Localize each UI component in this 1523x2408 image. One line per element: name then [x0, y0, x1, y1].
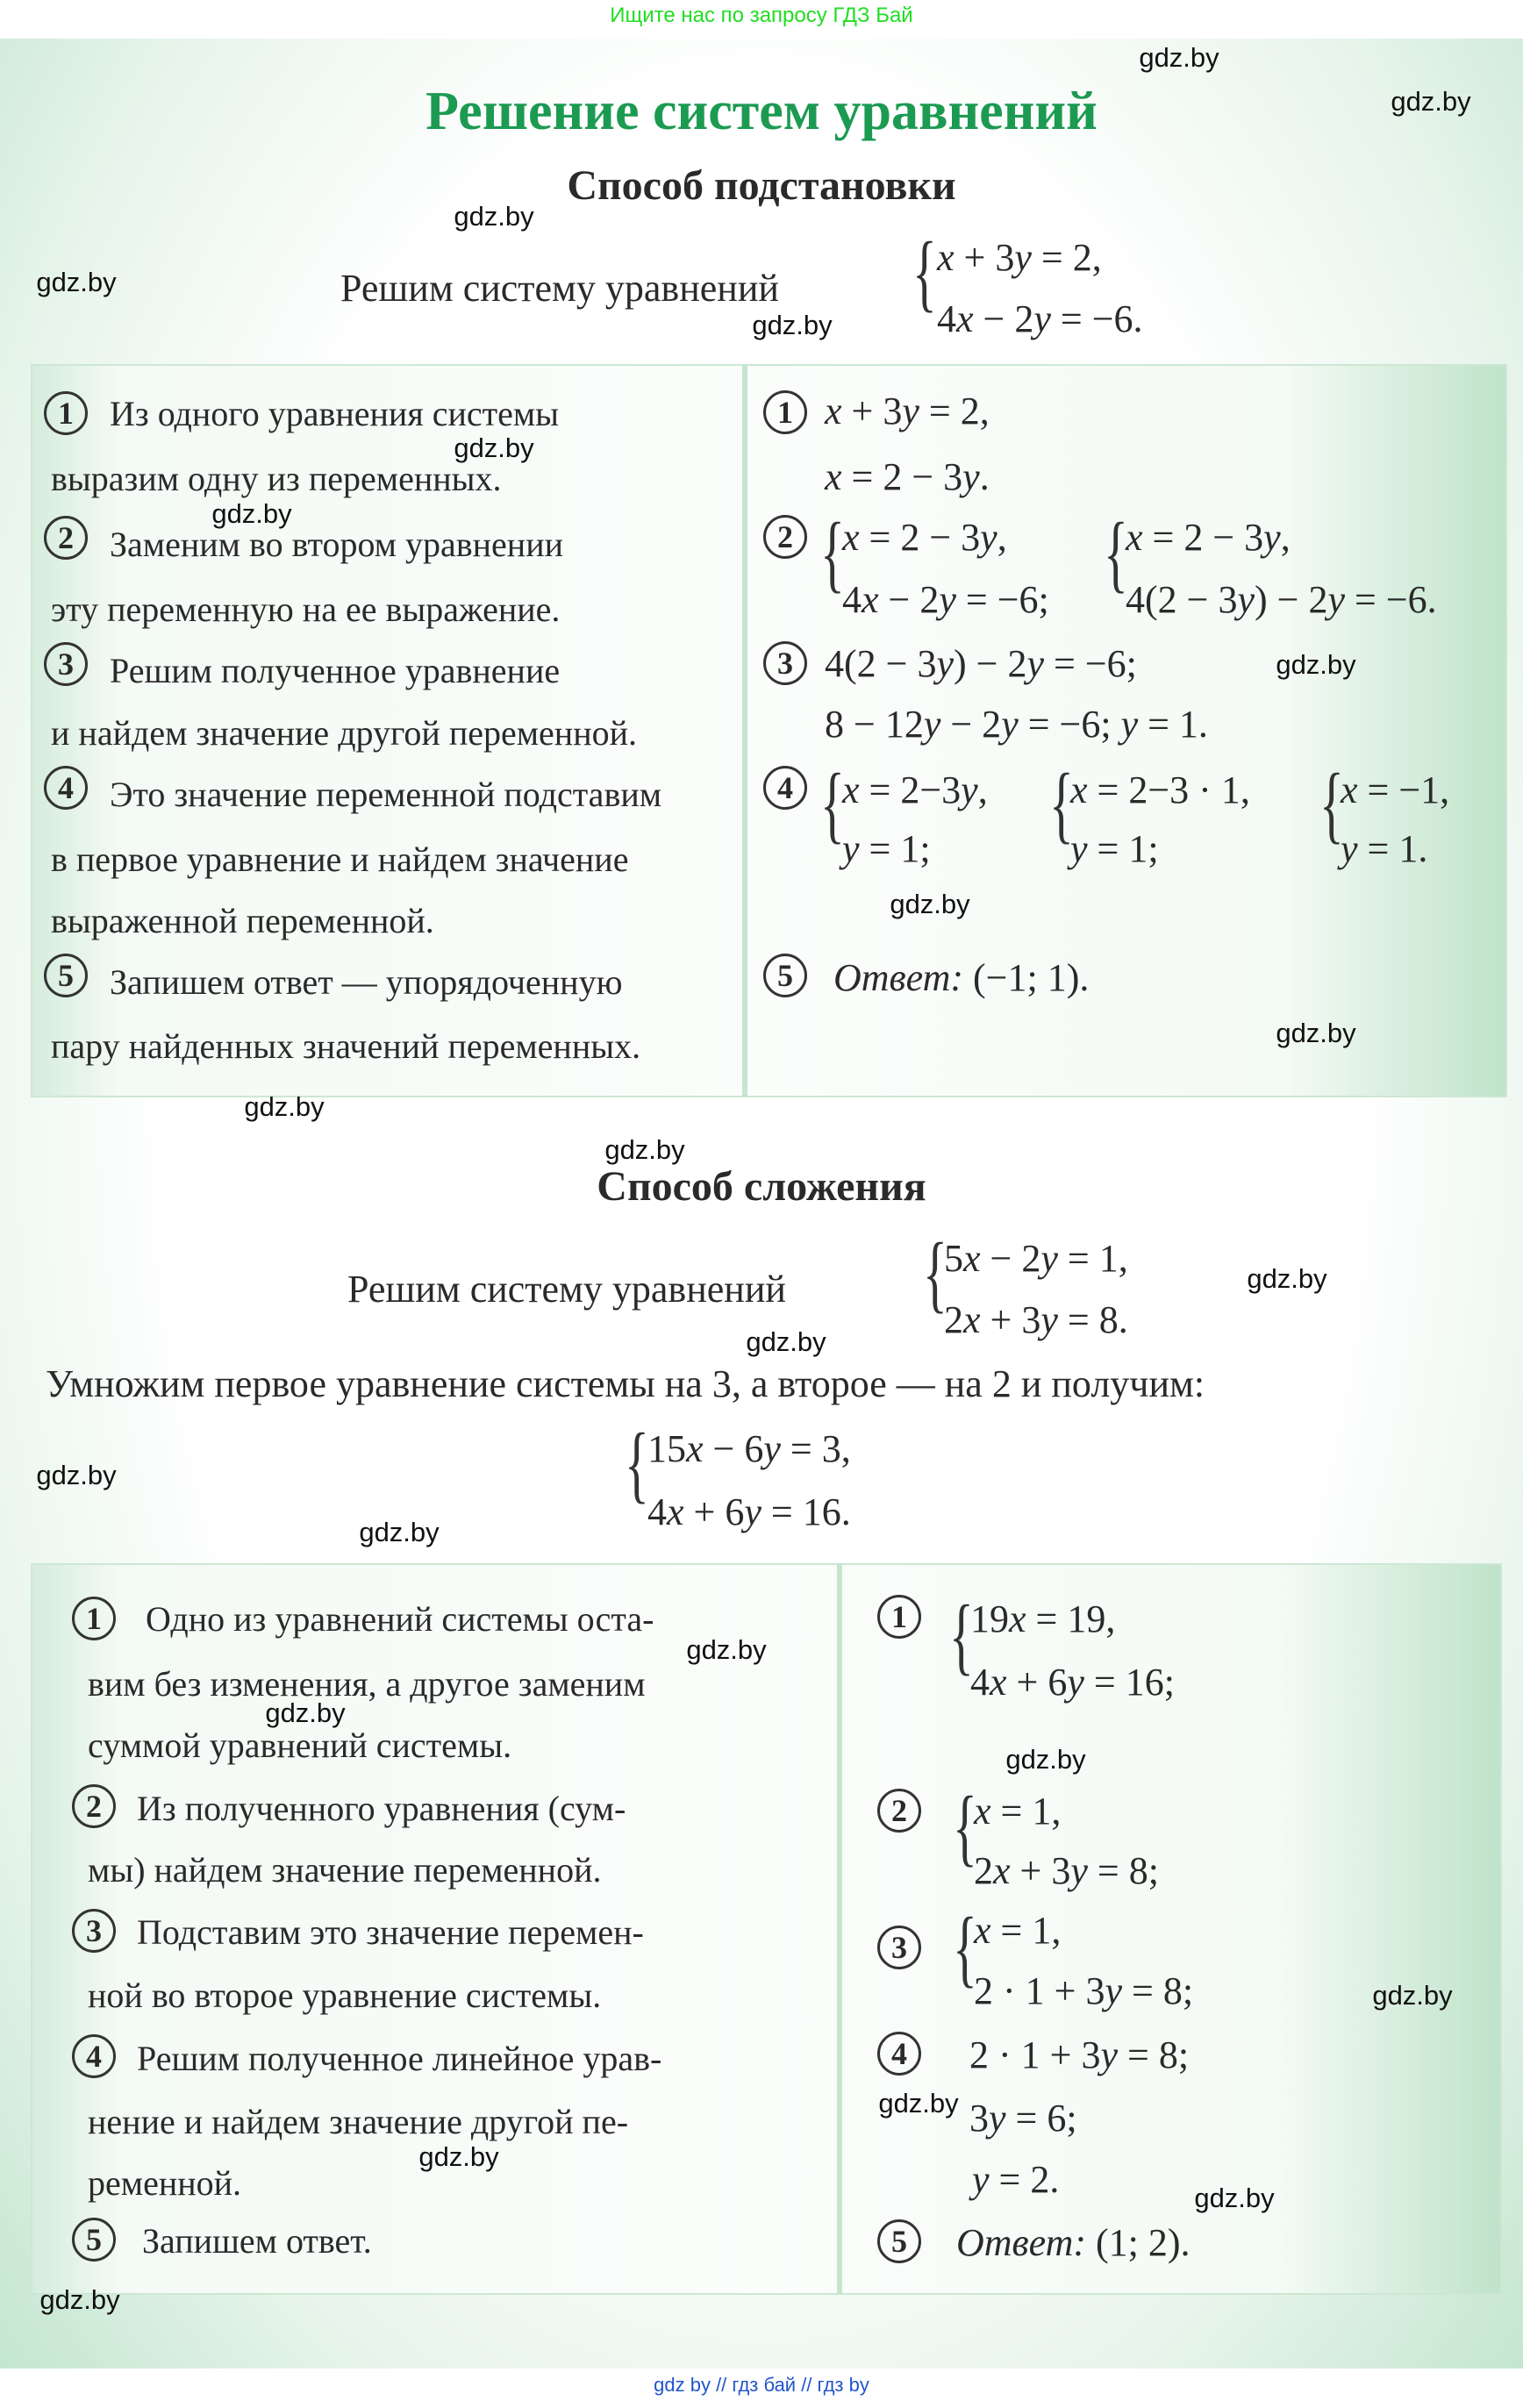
step-text: Запишем ответ — упорядоченную	[110, 962, 623, 1002]
step-text: пару найденных значений переменных.	[51, 1026, 641, 1066]
brace-icon: {	[1049, 755, 1074, 853]
step-text: и найдем значение другой переменной.	[51, 713, 638, 753]
solution-line: x = 2 − 3y.	[825, 455, 990, 498]
step-number: 1	[72, 1597, 116, 1640]
step-number: 3	[44, 642, 88, 686]
panel-divider	[837, 1563, 842, 2295]
step-number: 4	[72, 2034, 116, 2078]
search-banner: Ищите нас по запросу ГДЗ Бай	[610, 4, 913, 27]
watermark: gdz.by	[604, 1134, 685, 1165]
brace-icon: {	[820, 504, 845, 602]
watermark: gdz.by	[890, 889, 970, 919]
system-eq: 2x + 3y = 8.	[944, 1298, 1128, 1341]
system-eq: 15x − 6y = 3,	[647, 1427, 851, 1470]
watermark: gdz.by	[1005, 1744, 1086, 1775]
panel-divider	[742, 364, 747, 1097]
step-number: 2	[72, 1784, 116, 1828]
step-number: 2	[763, 515, 807, 559]
watermark: gdz.by	[359, 1517, 440, 1547]
step-text: Одно из уравнений системы оста-	[146, 1599, 654, 1639]
step-number: 5	[72, 2218, 116, 2262]
solution-line: y = 1;	[1070, 827, 1159, 870]
step-text: Из полученного уравнения (сум-	[137, 1789, 626, 1828]
multiply-instruction: Умножим первое уравнение системы на 3, а второе — на 2 и получим:	[46, 1362, 1205, 1405]
solution-line: x = 2 − 3y,	[842, 516, 1007, 559]
answer-label: Ответ:	[833, 956, 964, 999]
watermark: gdz.by	[265, 1697, 346, 1728]
solution-line: 4(2 − 3y) − 2y = −6;	[825, 642, 1137, 685]
step-text: эту переменную на ее выражение.	[51, 589, 561, 629]
brace-icon: {	[923, 1225, 947, 1322]
answer-line	[833, 956, 1089, 1000]
watermark: gdz.by	[244, 1091, 325, 1122]
step-number: 3	[72, 1909, 116, 1953]
solution-line: 4x + 6y = 16;	[970, 1661, 1175, 1704]
answer-value: (−1; 1).	[973, 956, 1090, 999]
watermark: gdz.by	[1276, 1018, 1356, 1048]
watermark: gdz.by	[418, 2141, 499, 2172]
step-number: 1	[877, 1595, 921, 1639]
solution-line: y = 2.	[972, 2158, 1060, 2201]
step-number: 4	[44, 766, 88, 810]
solution-line: x = 1,	[974, 1790, 1062, 1833]
brace-icon: {	[953, 1899, 977, 1997]
watermark: gdz.by	[686, 1634, 767, 1665]
step-text: Запишем ответ.	[142, 2221, 372, 2261]
step-text: мы) найдем значение переменной.	[88, 1850, 602, 1890]
watermark: gdz.by	[752, 310, 833, 340]
footer-links[interactable]: gdz by // гдз бай // гдз by	[654, 2374, 869, 2396]
solution-line: x = 1,	[974, 1909, 1062, 1952]
method1-intro: Решим систему уравнений	[340, 267, 779, 310]
watermark: gdz.by	[39, 2284, 120, 2315]
watermark: gdz.by	[878, 2088, 959, 2119]
method1-heading: Способ подстановки	[567, 162, 956, 209]
step-text: Подставим это значение перемен-	[137, 1912, 644, 1952]
solution-line: 2x + 3y = 8;	[974, 1849, 1159, 1892]
watermark: gdz.by	[1194, 2183, 1275, 2213]
watermark: gdz.by	[1391, 86, 1471, 117]
page-title: Решение систем уравнений	[425, 82, 1098, 141]
brace-icon: {	[949, 1587, 974, 1684]
solution-line: y = 1.	[1341, 827, 1428, 870]
brace-icon: {	[953, 1778, 977, 1876]
step-number: 1	[763, 390, 807, 434]
solution-line: 3y = 6;	[969, 2097, 1077, 2140]
watermark: gdz.by	[454, 432, 534, 463]
brace-icon: {	[820, 755, 845, 853]
watermark: gdz.by	[1247, 1263, 1327, 1294]
answer-label: Ответ:	[956, 2221, 1087, 2264]
step-text: выраженной переменной.	[51, 901, 434, 940]
watermark: gdz.by	[1372, 1980, 1453, 2011]
step-text: Решим полученное уравнение	[110, 651, 561, 690]
answer-value: (1; 2).	[1096, 2221, 1191, 2264]
system-eq: 5x − 2y = 1,	[944, 1237, 1128, 1280]
brace-icon: {	[1319, 755, 1344, 853]
step-number: 2	[877, 1789, 921, 1833]
step-number: 5	[763, 954, 807, 997]
watermark: gdz.by	[36, 267, 117, 297]
solution-line: x = 2 − 3y,	[1126, 516, 1291, 559]
solution-line: 4x − 2y = −6;	[842, 578, 1049, 621]
step-number: 4	[877, 2032, 921, 2076]
step-text: Из одного уравнения системы	[110, 394, 560, 433]
answer-line	[956, 2221, 1191, 2265]
method2-heading: Способ сложения	[597, 1163, 926, 1210]
watermark: gdz.by	[1276, 649, 1356, 680]
solution-line: 2 · 1 + 3y = 8;	[969, 2033, 1190, 2076]
step-text: вим без изменения, а другое заменим	[88, 1664, 646, 1704]
solution-line: x = 2−3y,	[842, 768, 988, 811]
solution-line: x = −1,	[1341, 768, 1450, 811]
step-text: ременной.	[88, 2163, 242, 2203]
solution-line: x + 3y = 2,	[825, 389, 990, 432]
step-text: Это значение переменной подставим	[110, 775, 662, 814]
watermark: gdz.by	[454, 201, 534, 232]
solution-line: 2 · 1 + 3y = 8;	[974, 1969, 1194, 2012]
step-number: 1	[44, 391, 88, 435]
method2-intro: Решим систему уравнений	[347, 1268, 786, 1311]
brace-icon: {	[1104, 504, 1128, 602]
step-number: 3	[763, 641, 807, 685]
step-text: выразим одну из переменных.	[51, 459, 502, 498]
system-eq: 4x − 2y = −6.	[937, 297, 1143, 340]
system-eq: 4x + 6y = 16.	[647, 1490, 851, 1533]
step-text: нение и найдем значение другой пе-	[88, 2102, 629, 2141]
watermark: gdz.by	[211, 498, 292, 529]
step-number: 3	[877, 1926, 921, 1969]
brace-icon: {	[625, 1415, 649, 1512]
watermark: gdz.by	[36, 1460, 117, 1490]
step-number: 5	[44, 954, 88, 997]
step-text: ной во второе уравнение системы.	[88, 1976, 602, 2015]
watermark: gdz.by	[746, 1326, 826, 1357]
step-text: суммой уравнений системы.	[88, 1726, 512, 1765]
step-text: Решим полученное линейное урав-	[137, 2039, 662, 2078]
step-number: 4	[763, 766, 807, 810]
watermark: gdz.by	[1139, 42, 1219, 73]
solution-line: 8 − 12y − 2y = −6; y = 1.	[825, 703, 1208, 746]
solution-line: y = 1;	[842, 827, 931, 870]
step-number: 2	[44, 516, 88, 560]
step-number: 5	[877, 2219, 921, 2263]
step-text: Заменим во втором уравнении	[110, 525, 564, 564]
brace-icon: {	[912, 224, 937, 321]
solution-line: 4(2 − 3y) − 2y = −6.	[1126, 578, 1437, 621]
solution-line: x = 2−3 · 1,	[1070, 768, 1250, 811]
step-text: в первое уравнение и найдем значение	[51, 840, 629, 879]
system-eq: x + 3y = 2,	[937, 236, 1102, 279]
solution-line: 19x = 19,	[970, 1597, 1116, 1640]
